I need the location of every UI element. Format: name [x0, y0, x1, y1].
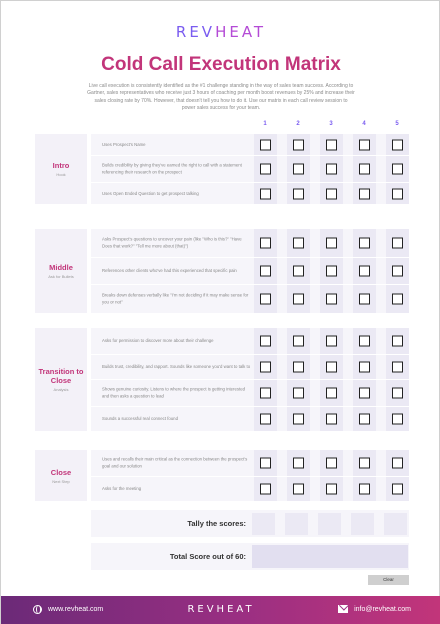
email-link[interactable]: info@revheat.com [354, 605, 411, 613]
score-cell [320, 328, 343, 354]
score-checkbox-4[interactable] [359, 188, 370, 199]
mail-icon [338, 605, 348, 613]
section-subtitle: Ask for Bullets [48, 274, 74, 279]
score-checkbox-2[interactable] [293, 484, 304, 495]
score-checkbox-1[interactable] [260, 336, 271, 347]
logo-part-rev: REV [175, 23, 216, 41]
score-cell [254, 134, 277, 155]
score-checkbox-4[interactable] [359, 388, 370, 399]
criterion-text: Uses and recalls their main critical as the connection between the prospect's goal and our solution [102, 456, 248, 468]
score-cell [254, 258, 277, 284]
score-checkbox-3[interactable] [326, 388, 337, 399]
score-checkbox-5[interactable] [392, 266, 403, 277]
score-checkbox-3[interactable] [326, 458, 337, 469]
criterion-text: Asks for the meeting [102, 485, 142, 491]
table-row [91, 355, 409, 379]
score-cell [386, 477, 409, 501]
score-cell [287, 328, 310, 354]
score-cell [386, 407, 409, 431]
section-transition-to-close [35, 328, 409, 432]
score-checkbox-5[interactable] [392, 362, 403, 373]
score-checkbox-5[interactable] [392, 414, 403, 425]
score-checkbox-4[interactable] [359, 458, 370, 469]
score-cell [353, 183, 376, 204]
score-cell [254, 407, 277, 431]
score-checkbox-4[interactable] [359, 336, 370, 347]
website-link[interactable]: www.revheat.com [48, 606, 104, 613]
score-checkbox-1[interactable] [260, 164, 271, 175]
score-checkbox-2[interactable] [293, 362, 304, 373]
score-checkbox-5[interactable] [392, 164, 403, 175]
footer-logo: REVHEAT [187, 604, 255, 615]
column-header: 1 [263, 121, 267, 127]
section-name: Transition to Close [38, 367, 84, 385]
score-cell [254, 183, 277, 204]
score-cell [320, 156, 343, 182]
score-checkbox-1[interactable] [260, 362, 271, 373]
section-label [35, 229, 87, 313]
score-checkbox-3[interactable] [326, 238, 337, 249]
score-cell [386, 450, 409, 476]
score-checkbox-4[interactable] [359, 484, 370, 495]
section-label [35, 450, 87, 501]
score-cell [386, 328, 409, 354]
table-row [91, 477, 409, 501]
table-row [91, 258, 409, 284]
criterion-text: Shows genuine curiosity. Listens to where the prospect is getting interested and then asks a question to lead [102, 386, 245, 398]
score-cell [386, 229, 409, 257]
score-cell [386, 355, 409, 379]
score-checkbox-4[interactable] [359, 238, 370, 249]
score-cell [320, 183, 343, 204]
score-cell [353, 328, 376, 354]
score-cell [254, 285, 277, 313]
total-score-field [252, 545, 408, 568]
score-checkbox-2[interactable] [293, 458, 304, 469]
tally-cell [384, 513, 407, 535]
score-cell [353, 134, 376, 155]
score-checkbox-2[interactable] [293, 414, 304, 425]
criterion-text: Asks for permission to discover more about their challenge [102, 337, 214, 343]
section-close [35, 450, 409, 502]
score-cell [287, 380, 310, 406]
section-subtitle: Analysis [53, 387, 69, 392]
score-cell [320, 285, 343, 313]
criterion-text: Breaks down defenses verbally like "I'm not deciding if it may make sense for you or not" [102, 292, 249, 304]
score-column-headers [1, 121, 440, 131]
score-checkbox-3[interactable] [326, 188, 337, 199]
score-checkbox-1[interactable] [260, 238, 271, 249]
score-cell [320, 258, 343, 284]
logo-part-heat: HEAT [215, 23, 267, 41]
score-cell [353, 258, 376, 284]
score-cell [320, 450, 343, 476]
score-checkbox-4[interactable] [359, 362, 370, 373]
column-header: 2 [296, 121, 300, 127]
score-checkbox-4[interactable] [359, 139, 370, 150]
score-checkbox-2[interactable] [293, 139, 304, 150]
score-cell [320, 229, 343, 257]
score-cell [287, 355, 310, 379]
score-cell [386, 134, 409, 155]
score-checkbox-3[interactable] [326, 484, 337, 495]
tally-cell [318, 513, 341, 535]
criterion-text: References other clients who've had this experienced that specific pain [102, 267, 237, 273]
score-checkbox-5[interactable] [392, 188, 403, 199]
score-cell [320, 407, 343, 431]
brand-logo [1, 23, 440, 41]
section-subtitle: Hook [56, 172, 66, 177]
score-checkbox-3[interactable] [326, 414, 337, 425]
score-checkbox-3[interactable] [326, 266, 337, 277]
score-cell [353, 380, 376, 406]
table-row [91, 407, 409, 431]
score-checkbox-1[interactable] [260, 139, 271, 150]
section-label [35, 328, 87, 431]
score-cell [254, 355, 277, 379]
score-checkbox-2[interactable] [293, 336, 304, 347]
criterion-text: Uses Prospect's Name [102, 141, 146, 147]
score-checkbox-5[interactable] [392, 238, 403, 249]
score-checkbox-1[interactable] [260, 188, 271, 199]
score-checkbox-3[interactable] [326, 362, 337, 373]
score-checkbox-4[interactable] [359, 164, 370, 175]
score-cell [254, 156, 277, 182]
score-checkbox-3[interactable] [326, 294, 337, 305]
score-cell [386, 156, 409, 182]
score-cell [386, 183, 409, 204]
total-score-row [91, 543, 409, 570]
score-checkbox-4[interactable] [359, 414, 370, 425]
score-cell [287, 407, 310, 431]
section-middle [35, 229, 409, 314]
score-cell [287, 477, 310, 501]
section-subtitle: Next Step [52, 478, 70, 484]
score-cell [386, 285, 409, 313]
score-cell [320, 380, 343, 406]
score-checkbox-5[interactable] [392, 139, 403, 150]
score-cell [353, 407, 376, 431]
score-cell [287, 156, 310, 182]
score-cell [254, 450, 277, 476]
total-score-label: Total Score out of 60: [169, 552, 246, 561]
score-checkbox-3[interactable] [326, 336, 337, 347]
tally-label: Tally the scores: [187, 519, 246, 528]
score-cell [353, 156, 376, 182]
tally-cell [285, 513, 308, 535]
tally-cell [252, 513, 275, 535]
score-cell [254, 380, 277, 406]
table-row [91, 380, 409, 406]
score-cell [320, 477, 343, 501]
score-cell [353, 450, 376, 476]
score-checkbox-2[interactable] [293, 266, 304, 277]
score-cell [287, 134, 310, 155]
table-row [91, 285, 409, 313]
score-checkbox-3[interactable] [326, 139, 337, 150]
score-checkbox-1[interactable] [260, 294, 271, 305]
column-header: 3 [329, 121, 333, 127]
clear-button[interactable]: Clear [368, 575, 409, 585]
score-checkbox-4[interactable] [359, 294, 370, 305]
score-checkbox-5[interactable] [392, 484, 403, 495]
score-cell [287, 229, 310, 257]
table-row [91, 156, 409, 182]
criterion-text: Uses Open Ended Question to get prospect talking [102, 190, 199, 196]
criterion-text: Builds trust, credibility, and rapport. Sounds like someone you'd want to talk to [102, 363, 251, 369]
score-checkbox-2[interactable] [293, 294, 304, 305]
score-checkbox-4[interactable] [359, 266, 370, 277]
score-cell [254, 328, 277, 354]
table-row [91, 183, 409, 204]
tally-row [91, 510, 409, 537]
section-name: Intro [52, 161, 70, 170]
score-cell [386, 258, 409, 284]
intro-paragraph: Live call execution is consistently identified as the #1 challenge standing in the way of sales team success. According to Gartner, sales representatives who receive just 3 hours of coaching per month boost revenues by 25% and increase their sales closing rate by 70%. However, that doesn't tell you how to do it. Use our matrix in each call review session to power sales success for your team. [87, 83, 355, 112]
score-cell [320, 134, 343, 155]
score-cell [254, 477, 277, 501]
section-name: Middle [49, 263, 73, 272]
score-checkbox-1[interactable] [260, 458, 271, 469]
score-cell [287, 183, 310, 204]
table-row [91, 229, 409, 257]
score-cell [287, 450, 310, 476]
score-checkbox-1[interactable] [260, 484, 271, 495]
section-intro [35, 134, 409, 205]
score-checkbox-5[interactable] [392, 294, 403, 305]
score-cell [254, 229, 277, 257]
table-row [91, 328, 409, 354]
score-checkbox-5[interactable] [392, 336, 403, 347]
table-row [91, 134, 409, 155]
section-label [35, 134, 87, 204]
score-checkbox-2[interactable] [293, 388, 304, 399]
score-checkbox-5[interactable] [392, 388, 403, 399]
score-cell [353, 285, 376, 313]
score-checkbox-2[interactable] [293, 238, 304, 249]
criterion-text: Builds credibility by giving they've earned the right to call with a statement referencing their research on the prospect [102, 162, 242, 174]
criterion-text: Asks Prospect's questions to uncover your pain (like "Who is this?" "Have Does that work?" "Tell me more about (that)") [102, 236, 242, 248]
score-checkbox-3[interactable] [326, 164, 337, 175]
criterion-text: Sounds a successful real connect found [102, 415, 178, 421]
score-checkbox-2[interactable] [293, 164, 304, 175]
column-header: 4 [362, 121, 366, 127]
score-checkbox-5[interactable] [392, 458, 403, 469]
score-cell [353, 229, 376, 257]
score-cell [287, 258, 310, 284]
tally-cell [351, 513, 374, 535]
column-header: 5 [395, 121, 399, 127]
table-row [91, 450, 409, 476]
score-cell [386, 380, 409, 406]
page-title: Cold Call Execution Matrix [101, 54, 341, 75]
score-checkbox-2[interactable] [293, 188, 304, 199]
score-cell [287, 285, 310, 313]
score-checkbox-1[interactable] [260, 388, 271, 399]
score-cell [353, 355, 376, 379]
section-name: Close [50, 467, 72, 477]
score-checkbox-1[interactable] [260, 266, 271, 277]
footer-email[interactable] [338, 605, 411, 613]
score-checkbox-1[interactable] [260, 414, 271, 425]
score-cell [320, 355, 343, 379]
score-cell [353, 477, 376, 501]
footer [1, 596, 440, 624]
